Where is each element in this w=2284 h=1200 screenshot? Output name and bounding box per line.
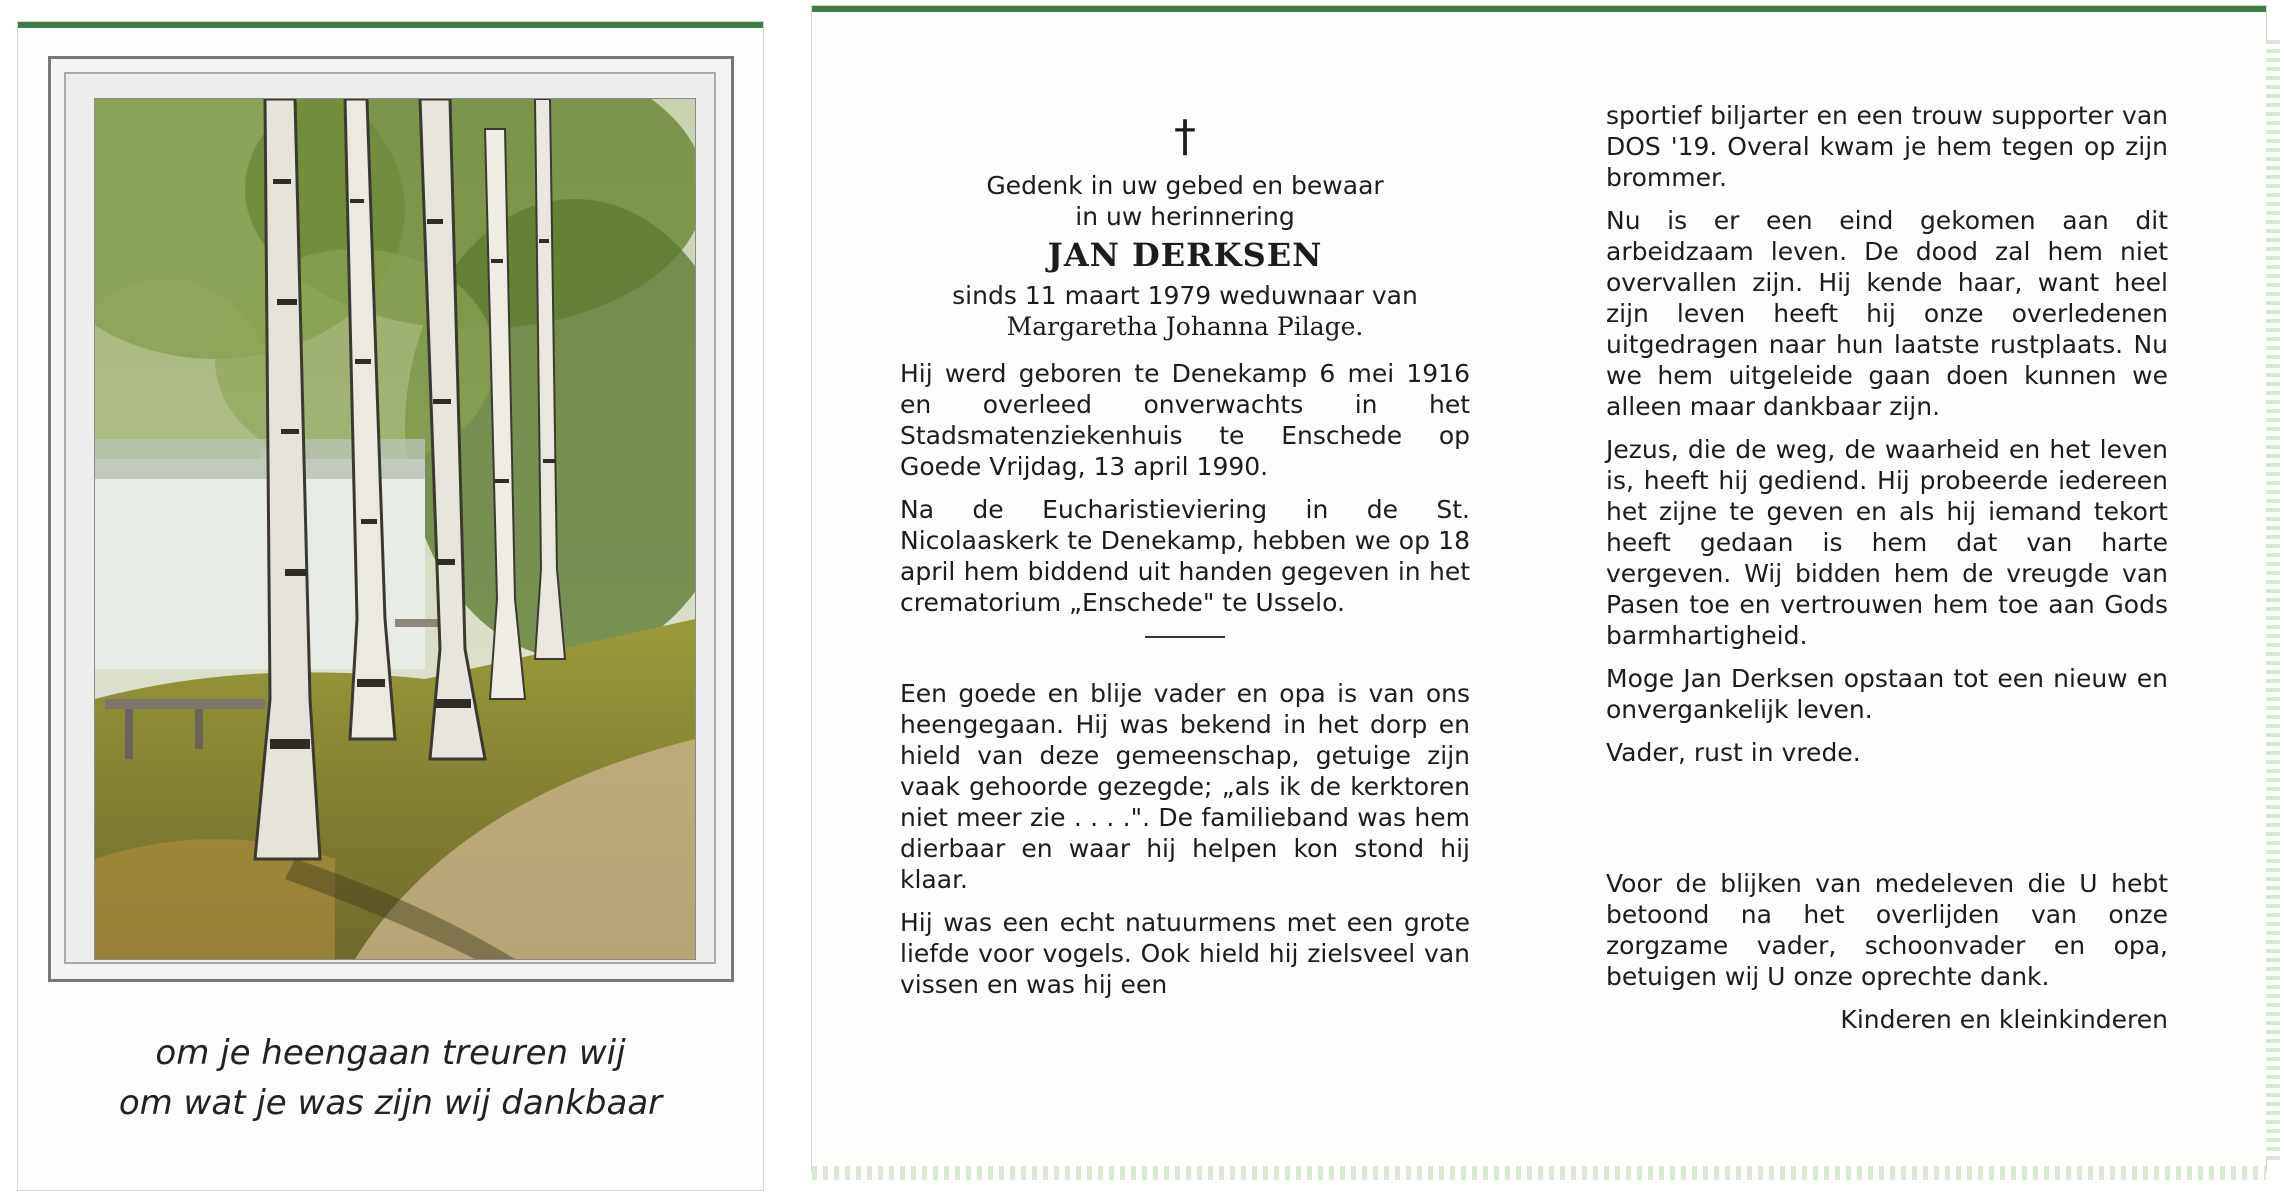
birch-trees-lake-photo-icon bbox=[94, 98, 696, 960]
thanks-message: Voor de blijken van medeleven die U hebt betoond na het overlijden van onze zorgzame vader, schoonvader en opa, betuigen wij U onze oprechte dank. bbox=[1606, 869, 2168, 991]
paragraph-funeral: Na de Eucharistieviering in de St. Nicolaaskerk te Denekamp, hebben we op 18 april hem biddend uit handen gegeven in het crematorium „Enschede" te Usselo. bbox=[900, 495, 1470, 617]
card-caption bbox=[18, 1028, 763, 1128]
divider bbox=[1145, 636, 1225, 638]
paragraph-nature: Hij was een echt natuurmens met een grote liefde voor vogels. Ook hield hij zielsveel van vissen en was hij een bbox=[900, 908, 1470, 999]
intro-line-2: in uw herinnering bbox=[1075, 202, 1295, 231]
paragraph-prayer: Moge Jan Derksen opstaan tot een nieuw en onvergankelijk leven. bbox=[1606, 664, 2168, 724]
signature: Kinderen en kleinkinderen bbox=[1840, 1005, 2168, 1034]
paragraph-life-end: Nu is er een eind gekomen aan dit arbeidzaam leven. De dood zal hem niet overvallen zijn. Hij kende haar, want heel zijn leven heeft hij onze overledenen uitgedragen naar hun laatste rustplaats. Nu we hem uitgeleide gaan doen kunnen we alleen maar dankbaar zijn. bbox=[1606, 206, 2168, 421]
paragraph-rest: Vader, rust in vrede. bbox=[1606, 738, 1861, 767]
widower-line: sinds 11 maart 1979 weduwnaar van bbox=[952, 281, 1418, 310]
caption-line-1: om je heengaan treuren wij bbox=[155, 1033, 626, 1073]
paragraph-character: Een goede en blije vader en opa is van ons heengegaan. Hij was bekend in het dorp en hield van deze gemeenschap, getuige zijn vaak gehoorde gezegde; „als ik de kerktoren niet meer zie . . . .". De familieband was hem dierbaar en waar hij helpen kon stond hij klaar. bbox=[900, 679, 1470, 894]
intro-line-1: Gedenk in uw gebed en bewaar bbox=[986, 171, 1384, 200]
cross-icon: † bbox=[1174, 111, 1196, 162]
middle-column bbox=[900, 110, 1470, 1012]
caption-line-2: om wat je was zijn wij dankbaar bbox=[118, 1083, 663, 1123]
memorial-card-left bbox=[18, 22, 763, 1190]
deceased-name: JAN DERKSEN bbox=[1047, 236, 1323, 274]
card-edge-right bbox=[2266, 40, 2280, 1160]
card-edge-bottom bbox=[812, 1166, 2266, 1180]
paragraph-hobbies: sportief biljarter en een trouw supporter van DOS '19. Overal kwam je hem tegen op zijn brommer. bbox=[1606, 101, 2168, 192]
paragraph-faith: Jezus, die de weg, de waarheid en het leven is, heeft hij gediend. Hij probeerde iedereen het zijne te geven en als hij iemand tekort heeft gedaan is hem dat van harte vergeven. Wij bidden hem de vreugde van Pasen toe en vertrouwen hem toe aan Gods barmhartigheid. bbox=[1606, 435, 2168, 650]
paragraph-birth-death: Hij werd geboren te Denekamp 6 mei 1916 en overleed onverwachts in het Stadsmatenziekenhuis te Enschede op Goede Vrijdag, 13 april 1990. bbox=[900, 359, 1470, 481]
right-column bbox=[1606, 100, 2168, 1035]
spouse-name: Margaretha Johanna Pilage. bbox=[1006, 312, 1364, 341]
